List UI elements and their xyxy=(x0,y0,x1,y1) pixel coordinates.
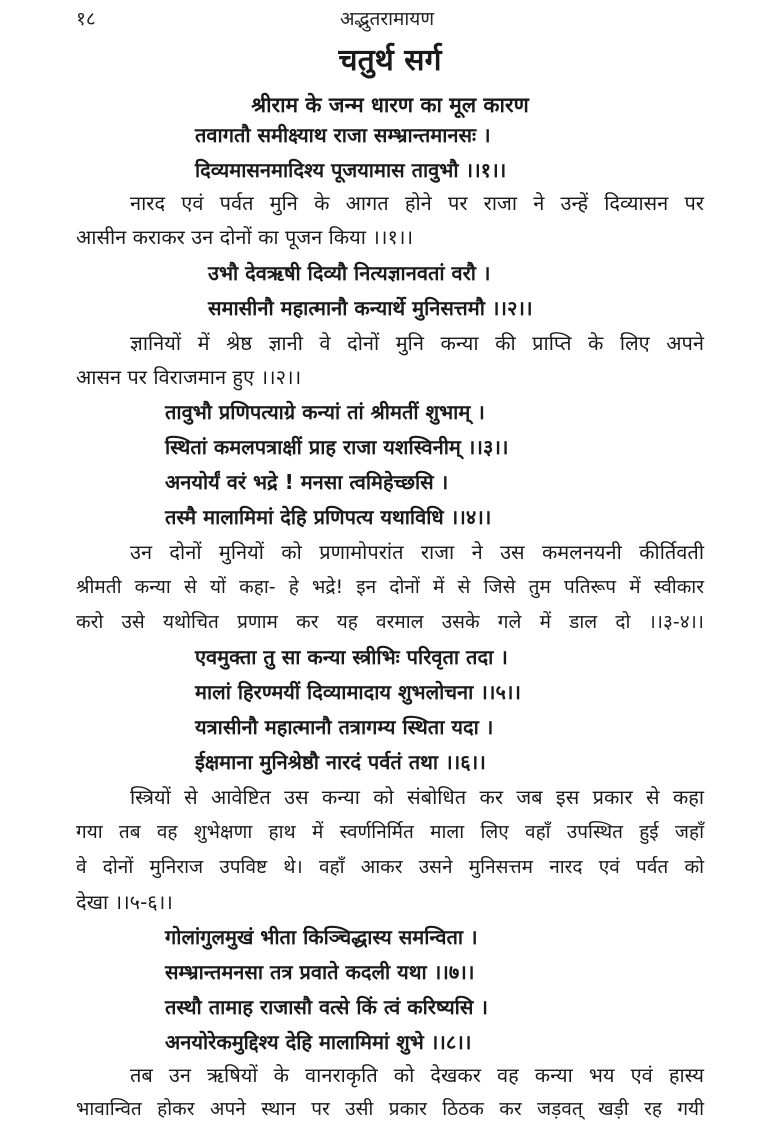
verse-line: सम्भ्रान्तमनसा तत्र प्रवाते कदली यथा ।।७।। xyxy=(165,960,475,984)
running-header-title: अद्भुतरामायण xyxy=(340,8,435,30)
verse-line: तस्मै मालामिमां देहि प्रणिपत्य यथाविधि ।।४।। xyxy=(165,505,492,529)
prose-line: आसीन कराकर उन दोनों का पूजन किया ।।१।। xyxy=(76,225,414,249)
page-number: १८ xyxy=(76,8,96,30)
prose-line: करो उसे यथोचित प्रणाम कर यह वरमाल उसके गले में डाल दो ।।३-४।। xyxy=(76,611,704,633)
verse-line: समासीनौ महात्मानौ कन्यार्थे मुनिसत्तमौ ।।२।। xyxy=(208,296,533,320)
prose-line: उन दोनों मुनियों को प्रणामोपरांत राजा ने उस कमलनयनी कीर्तिवती xyxy=(130,540,704,564)
prose-line: देखा ।।५-६।। xyxy=(76,890,173,914)
verse-line: यत्रासीनौ महात्मानौ तत्रागम्य स्थिता यदा । xyxy=(195,715,494,739)
verse-line: तावुभौ प्रणिपत्याग्रे कन्यां तां श्रीमतीं शुभाम् । xyxy=(165,400,485,424)
verse-line: अनयोरेकमुद्दिश्य देहि मालामिमां शुभे ।।८।। xyxy=(165,1030,472,1054)
verse-line: स्थितां कमलपत्राक्षीं प्राह राजा यशस्विनीम् ।।३।। xyxy=(165,435,509,459)
verse-line: अनयोर्यं वरं भद्रे ! मनसा त्वमिहेच्छसि । xyxy=(165,470,449,494)
chapter-title: चतुर्थ सर्ग xyxy=(338,43,442,78)
verse-line: उभौ देवऋषी दिव्यौ नित्यज्ञानवतां वरौ । xyxy=(208,261,491,285)
verse-line: दिव्यमासनमादिश्य पूजयामास तावुभौ ।।१।। xyxy=(195,158,507,182)
verse-line: एवमुक्ता तु सा कन्या स्त्रीभिः परिवृता तदा । xyxy=(195,645,508,669)
chapter-subtitle: श्रीराम के जन्म धारण का मूल कारण xyxy=(251,93,529,117)
prose-line: श्रीमती कन्या से यों कहा- हे भद्रे! इन दोनों में से जिसे तुम पतिरूप में स्वीकार xyxy=(76,576,704,598)
verse-line: गोलांगुलमुखं भीता किञ्चिद्धास्य समन्विता । xyxy=(165,925,478,949)
verse-line: तवागतौ समीक्ष्याथ राजा सम्भ्रान्तमानसः । xyxy=(195,123,491,147)
prose-line: स्त्रियों से आवेष्टित उस कन्या को संबोधित कर जब इस प्रकार से कहा xyxy=(130,785,704,809)
verse-line: ईक्षमाना मुनिश्रेष्ठौ नारदं पर्वतं तथा ।।६।। xyxy=(195,750,486,774)
prose-line: वे दोनों मुनिराज उपविष्ट थे। वहाँ आकर उसने मुनिसत्तम नारद एवं पर्वत को xyxy=(76,856,704,878)
verse-line: तस्थौ तामाह राजासौ वत्से किं त्वं करिष्यसि । xyxy=(165,995,488,1019)
prose-line: ज्ञानियों में श्रेष्ठ ज्ञानी वे दोनों मुनि कन्या की प्राप्ति के लिए अपने xyxy=(130,331,704,355)
verse-line: मालां हिरण्मयीं दिव्यामादाय शुभलोचना ।।५।। xyxy=(195,680,522,704)
prose-line: तब उन ऋषियों के वानराकृति को देखकर वह कन्या भय एवं हास्य xyxy=(130,1063,704,1087)
prose-line: गया तब वह शुभेक्षणा हाथ में स्वर्णनिर्मित माला लिए वहाँ उपस्थित हुई जहाँ xyxy=(76,821,704,843)
prose-line: आसन पर विराजमान हुए ।।२।। xyxy=(76,365,302,389)
prose-line: भावान्वित होकर अपने स्थान पर उसी प्रकार ठिठक कर जड़वत् खड़ी रह गयी xyxy=(76,1098,704,1120)
prose-line: नारद एवं पर्वत मुनि के आगत होने पर राजा ने उन्हें दिव्यासन पर xyxy=(130,191,704,215)
